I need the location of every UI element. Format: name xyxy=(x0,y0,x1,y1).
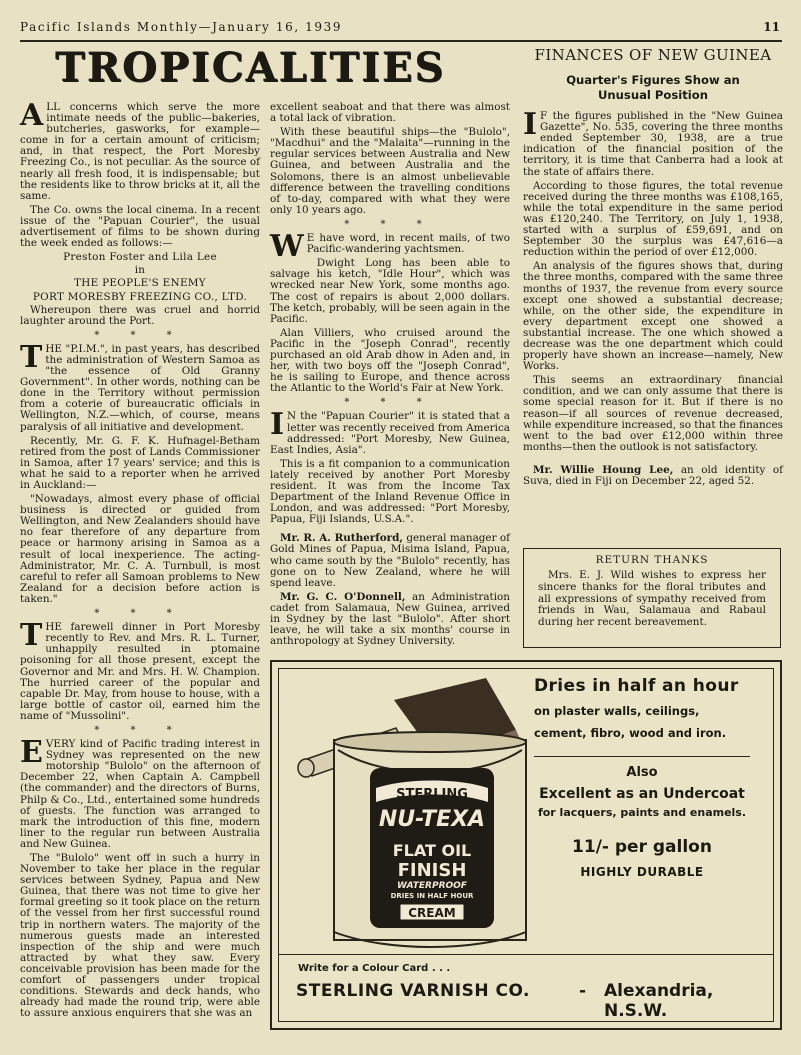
subheadline-line: Quarter's Figures Show an xyxy=(566,73,740,88)
drop-cap: W xyxy=(270,229,304,265)
advert-surfaces: on plaster walls, ceilings, cement, fibro, wood and iron. xyxy=(534,704,727,740)
person-name: Mr. R. A. Rutherford, xyxy=(280,532,403,545)
advert-undercoat: Excellent as an Undercoat xyxy=(539,786,745,802)
article-paragraph xyxy=(20,735,260,850)
advert-headline: Dries in half an hour xyxy=(534,676,739,696)
advert-uses: for lacquers, paints and enamels. xyxy=(537,806,747,819)
advert-copy xyxy=(534,676,750,879)
article-paragraph: Dwight Long has been able to salvage his ketch, "Idle Hour", which was wrecked near New York, some months ago. The cost of repairs is about 2,000 dollars. The ketch, probably, will be seen again in the Pacific. xyxy=(270,257,510,325)
article-paragraph xyxy=(20,618,260,722)
advert-price: 11/- per gallon xyxy=(572,837,712,857)
can-cream-text: CREAM xyxy=(408,906,456,920)
paragraph-text: HE farewell dinner in Port Moresby recently to Rev. and Mrs. R. L. Turner, unhappily resulted in ptomaine poisoning for all those present, except the Governor and Mr. and Mrs. H. W. Champion. The hurried career of the popular and capable Dr. May, from house to house, with a large bottle of castor oil, earned him the name of "Mussolini". xyxy=(20,621,260,722)
article-paragraph: Alan Villiers, who cruised around the Pacific in the "Joseph Conrad", recently purchased an old Arab dhow in Aden and, in her, with two boys off the "Joseph Conrad", he is sailing to Europe, and thence across the Atlantic to the World's Fair at New York. xyxy=(270,326,510,395)
header-rule xyxy=(20,40,782,42)
can-waterproof-text: WATERPROOF xyxy=(397,881,467,891)
paragraph-text: an Administration cadet from Salamaua, New Guinea, arrived in Sydney by the last "Bulolo". After short leave, he will take a six months' course in anthropology at Sydney University. xyxy=(270,590,510,648)
cinema-notice-line: PORT MORESBY FREEZING CO., LTD. xyxy=(32,290,248,303)
paragraph-text: F the figures published in the "New Guinea Gazette", No. 535, covering the three months ended September 30, 1938, are a true indication of the financial position of the territory, it is time that Canberra had a look at the state of affairs there. xyxy=(523,110,783,178)
drop-cap: T xyxy=(20,618,43,654)
section-separator: * * * xyxy=(94,724,186,736)
return-thanks-box xyxy=(523,548,781,648)
section-separator: * * * xyxy=(94,329,186,341)
column-2 xyxy=(270,102,510,650)
sterling-varnish-advert xyxy=(270,660,782,1030)
drop-cap: T xyxy=(20,339,43,375)
personal-note xyxy=(523,465,783,487)
return-thanks-heading: RETURN THANKS xyxy=(595,554,709,566)
cinema-notice-line: in xyxy=(134,264,146,277)
can-brand-text: STERLING xyxy=(396,787,468,802)
advert-company: STERLING VARNISH CO. xyxy=(296,981,531,1001)
cinema-notice-line: THE PEOPLE'S ENEMY xyxy=(74,277,206,290)
page-number: 11 xyxy=(763,20,780,34)
article-paragraph: An analysis of the figures shows that, during the three months, compared with the same three months of 1937, the revenue from every source except one showed a substantial decrease; while, on the other side, the expenditure in every department except one showed a substantial increase. The one which showed a decrease was the one department which could properly have shown an increase—namely, New Works. xyxy=(523,260,783,373)
paint-can-icon xyxy=(334,732,526,947)
advert-also: Also xyxy=(626,765,658,780)
article-paragraph: According to those figures, the total revenue received during the three months was £108,165, while the total expenditure in the same period was £120,240. The Territory, on July 1, 1938, started with a surplus of £59,691, and on September 30 the surplus was £47,616—a reduction within the period of over £12,000. xyxy=(523,179,783,259)
drop-cap: A xyxy=(20,98,44,133)
advert-location: Alexandria, N.S.W. xyxy=(604,981,714,1021)
advert-divider xyxy=(534,756,750,757)
advert-colour-card: Write for a Colour Card . . . xyxy=(298,963,451,974)
paragraph-text: N the "Papuan Courier" it is stated that a letter was recently received from America addressed: "Port Moresby, New Guinea, East Indies, Asia". xyxy=(270,410,510,456)
section-separator: * * * xyxy=(94,608,186,620)
advert-durable: HIGHLY DURABLE xyxy=(580,865,704,879)
cinema-notice-line: Preston Foster and Lila Lee xyxy=(63,251,217,264)
paragraph-text: HE "P.I.M.", in past years, has described the administration of Western Samoa as "the essence of Old Granny Government". In other words, nothing can be done in the Territory without permission from a coterie of bureaucratic officials in Wellington, N.Z.—which, of course, means paralysis of all initiative and development. xyxy=(20,342,260,433)
article-paragraph: "Nowadays, almost every phase of official business is directed or guided from Wellington, and New Zealanders should have no fear therefore of any departure from peace or harmony arising in Samoa as a result of local inexperience. The acting-Administrator, Mr. C. A. Turnbull, is most careful to refer all Samoan problems to New Zealand for a decision before action is taken." xyxy=(20,493,260,605)
column-3 xyxy=(523,48,783,490)
paragraph-text: VERY kind of Pacific trading interest in Sydney was represented on the new motorship "Bulolo" on the afternoon of December 22, when Captain A. Campbell (the commander) and the directors of Burns, Philp & Co., Ltd., entertained some hundreds of guests. The function was arranged to mark the introduction of this fine, modern liner to the regular run between Australia and New Guinea. xyxy=(20,738,260,850)
paragraph-text: E have word, in recent mails, of two Pacific-wandering yachtsmen. xyxy=(306,232,510,256)
article-paragraph xyxy=(20,339,260,433)
article-paragraph: This seems an extraordinary financial condition, and we can only assume that there is some special reason for it. But if there is no reason—if all sources of revenue decreased, while expenditure increased, so that the finances went to the bad over £12,000 within three months—then the outlook is not satisfactory. xyxy=(523,374,783,453)
article-paragraph: This is a fit companion to a communication lately received by another Port Moresby resident. It was from the Income Tax Department of the Inland Revenue Office in London, and was addressed: "Port Moresby, Papua, Fiji Islands, U.S.A.". xyxy=(270,457,510,526)
article-paragraph: excellent seaboat and that there was almost a total lack of vibration. xyxy=(270,101,510,125)
person-name: Mr. Willie Houng Lee, xyxy=(533,463,674,476)
drop-cap: I xyxy=(270,407,285,443)
tropicalities-masthead: TROPICALITIES xyxy=(55,44,446,91)
section-separator: * * * xyxy=(344,218,436,230)
paragraph-text: general manager of Gold Mines of Papua, Misima Island, Papua, who came south by the "Bulolo" recently, has gone on to New Zealand, where he will spend leave. xyxy=(270,532,510,589)
advert-footer xyxy=(278,954,774,1021)
article-paragraph xyxy=(270,229,510,265)
article-paragraph: The Co. owns the local cinema. In a recent issue of the "Papuan Courier", the usual advertisement of films to be shown during the week ended as follows:— xyxy=(20,203,260,250)
can-flat-text: FLAT OIL xyxy=(392,841,472,860)
personal-note xyxy=(270,592,510,647)
paragraph-text: an old identity of Suva, died in Fiji on December 22, aged 52. xyxy=(523,463,783,487)
article-headline: FINANCES OF NEW GUINEA xyxy=(534,46,772,64)
article-paragraph: Recently, Mr. G. F. K. Hufnagel-Betham retired from the post of Lands Commissioner in Samoa, after 17 years' service; and this is what he said to a reporter when he arrived in Auckland:— xyxy=(20,434,260,491)
drop-cap: E xyxy=(20,735,43,771)
article-subheadline xyxy=(523,73,783,103)
article-paragraph: With these beautiful ships—the "Bulolo", "Macdhui" and the "Malaita"—running in the regular services between Australia and New Guinea, and between Australia and the Solomons, there is an almost unbelievable difference between the travelling conditions of to-day, compared with what they were only 10 years ago. xyxy=(270,126,510,216)
can-product-text: NU-TEXA xyxy=(378,807,486,832)
column-1 xyxy=(20,98,260,1022)
paragraph-text: LL concerns which serve the more intimate needs of the public—bakeries, butcheries, gasworks, for example—come in for a certain amount of criticism; and, in that respect, the Port Moresby Freezing Co., is not peculiar. As the source of nearly all fresh food, it is indispensable; but the residents like to throw bricks at it, all the same. xyxy=(20,101,260,202)
can-dries-text: DRIES IN HALF HOUR xyxy=(390,892,474,900)
section-separator: * * * xyxy=(344,397,436,409)
paint-can-illustration xyxy=(286,670,536,950)
article-paragraph xyxy=(523,107,783,178)
personal-note xyxy=(270,533,510,588)
drop-cap: I xyxy=(523,107,538,143)
article-paragraph xyxy=(20,98,260,202)
advert-dash: - xyxy=(579,981,587,1001)
can-finish-text: FINISH xyxy=(397,860,467,881)
subheadline-line: Unusual Position xyxy=(598,88,708,103)
article-paragraph: The "Bulolo" went off in such a hurry in November to take her place in the regular services between Sydney, Papua and New Guinea, that there was not time to give her formal greeting so it took place on the return of the vessel from her first successful round trip in northern waters. The majority of the numerous guests made an interested inspection of the ship and were much attracted by what they saw. Every conceivable provision has been made for the comfort of passengers under tropical conditions. Stewards and deck hands, who already had made the round trip, were able to assure anxious enquirers that she was an xyxy=(20,852,260,1020)
running-header xyxy=(20,20,780,38)
running-title: Pacific Islands Monthly—January 16, 1939 xyxy=(20,20,343,34)
article-paragraph xyxy=(270,407,510,456)
article-paragraph: Whereupon there was cruel and horrid laughter around the Port. xyxy=(20,303,260,327)
return-thanks-body: Mrs. E. J. Wild wishes to express her sincere thanks for the floral tributes and all expressions of sympathy received from friends in Wau, Salamaua and Rabaul during her recent bereavement. xyxy=(538,569,766,629)
person-name: Mr. G. C. O'Donnell, xyxy=(280,590,406,603)
